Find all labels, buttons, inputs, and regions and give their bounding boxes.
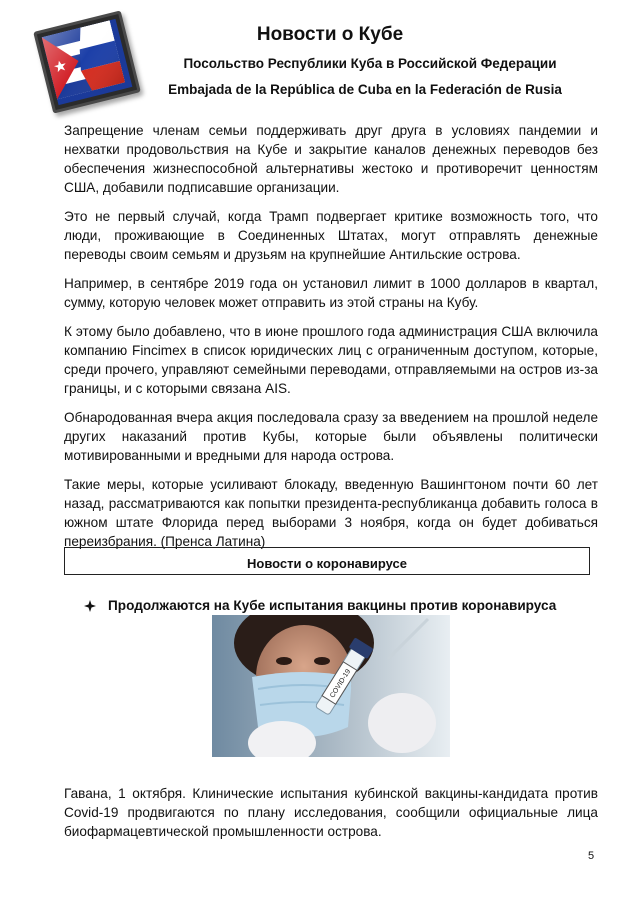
news-headline xyxy=(84,598,584,613)
embassy-name-es: Embajada de la República de Cuba en la Federación de Rusia xyxy=(168,82,562,97)
page-title: Новости о Кубе xyxy=(256,24,404,45)
embassy-name-ru: Посольство Республики Куба в Российской Федерации xyxy=(183,56,557,71)
article-body-2 xyxy=(64,784,598,851)
vaccine-photo xyxy=(212,615,450,757)
section-title: Новости о коронавирусе xyxy=(246,556,408,571)
page-number: 5 xyxy=(588,850,595,862)
paragraph: Гавана, 1 октября. Клинические испытания кубинской вакцины-кандидата против Covid-19 продвигаются по плану исследования, сообщили официальные лица биофармацевтической промышленности острова. xyxy=(64,786,598,839)
section-header-box xyxy=(64,547,590,575)
paragraph: Это не первый случай, когда Трамп подвергает критике возможность того, что люди, проживающие в Соединенных Штатах, могут отправлять денежные переводы своим семьям и друзьям на крупнейшие Антильские острова. xyxy=(64,209,598,262)
paragraph: Такие меры, которые усиливают блокаду, введенную Вашингтоном почти 60 лет назад, рассматриваются как попытки президента-республиканца добавить голоса в южном штате Флорида перед выборами 3 ноября, когда он будет добиваться переизбрания. (Пренса Латина) xyxy=(64,477,598,549)
paragraph: Обнародованная вчера акция последовала сразу за введением на прошлой неделе других наказаний против Кубы, которые были объявлены политически мотивированными и вредными для народа острова. xyxy=(64,410,598,463)
diamond-bullet-icon xyxy=(84,600,96,612)
paragraph: Запрещение членам семьи поддерживать друг друга в условиях пандемии и нехватки продовольствия на Кубе и закрытие каналов денежных переводов без обеспечения жизнеспособной альтернативы жестоко и противоречит ценностям США, добавили подписавшие организации. xyxy=(64,123,598,195)
cuba-russia-flag-icon xyxy=(33,10,141,113)
vial-label: COVID-19 xyxy=(329,668,353,700)
paragraph: К этому было добавлено, что в июне прошлого года администрация США включила компанию Fincimex в список юридических лиц с ограниченным доступом, которые, среди прочего, управляют семейными переводами, отправляемыми на остров из-за границы, и с которыми связана AIS. xyxy=(64,324,598,396)
paragraph: Например, в сентябре 2019 года он установил лимит в 1000 долларов в квартал, сумму, которую человек может отправить из этой страны на Кубу. xyxy=(64,276,598,310)
headline-text: Продолжаются на Кубе испытания вакцины против коронавируса xyxy=(108,598,557,613)
article-body xyxy=(64,121,598,561)
